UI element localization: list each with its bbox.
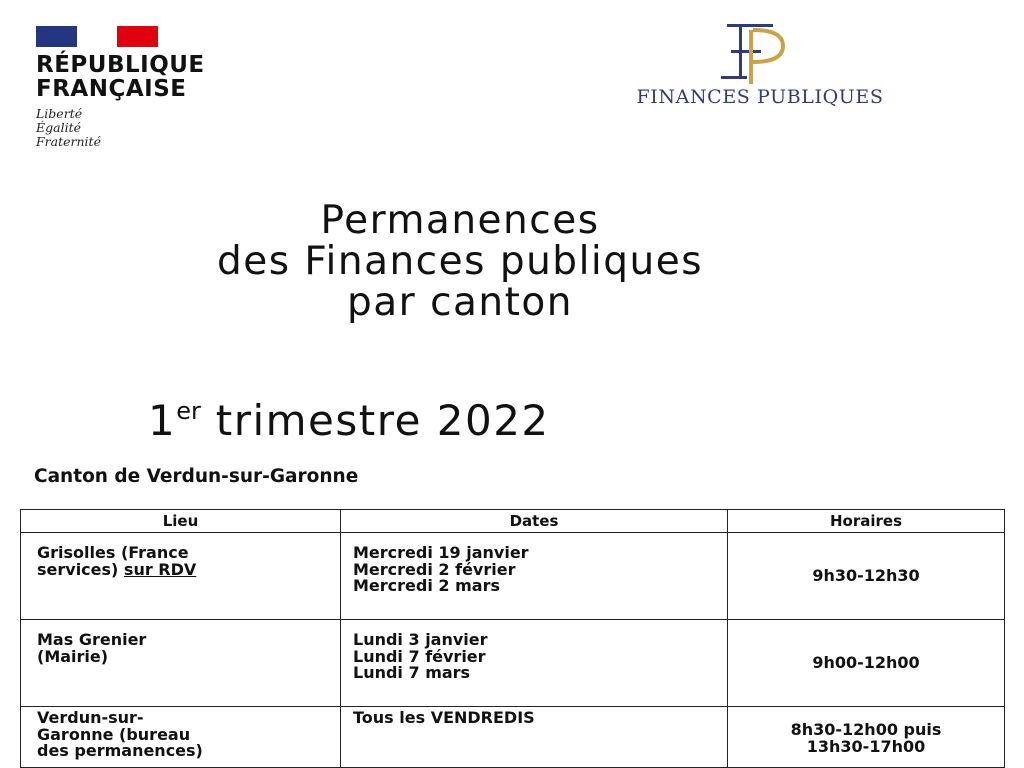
lieu-line: services) bbox=[37, 559, 124, 579]
cell-dates bbox=[341, 620, 728, 707]
cell-dates bbox=[341, 707, 728, 768]
rdv-note: sur RDV bbox=[123, 559, 197, 579]
hours-line: 9h00-12h00 bbox=[812, 652, 920, 672]
lieu-line: Verdun-sur- bbox=[37, 708, 144, 727]
lieu-line-with-rdv bbox=[37, 559, 332, 579]
period-heading bbox=[148, 396, 848, 445]
finances-publiques-text: FINANCES PUBLIQUES bbox=[636, 86, 884, 108]
republique-motto: Liberté Égalité Fraternité bbox=[36, 106, 101, 149]
date-line: Lundi 3 janvier bbox=[353, 630, 488, 649]
document-title bbox=[0, 200, 920, 323]
republique-francaise-logo bbox=[36, 26, 336, 156]
header-dates: Dates bbox=[341, 510, 728, 533]
french-flag-icon bbox=[36, 26, 158, 47]
date-line: Lundi 7 février bbox=[353, 646, 486, 666]
title-line-1: Permanences bbox=[320, 198, 600, 243]
lieu-line: Garonne (bureau bbox=[37, 724, 191, 744]
cell-horaires bbox=[728, 707, 1005, 768]
table-header-row bbox=[21, 510, 1005, 533]
date-line: Mercredi 2 février bbox=[353, 559, 516, 579]
finances-publiques-monogram-icon bbox=[705, 22, 795, 86]
canton-heading: Canton de Verdun-sur-Garonne bbox=[34, 466, 359, 487]
table-row bbox=[21, 620, 1005, 707]
date-line: Lundi 7 mars bbox=[353, 663, 471, 682]
header-lieu: Lieu bbox=[21, 510, 341, 533]
finances-publiques-logo bbox=[580, 22, 940, 117]
cell-horaires bbox=[728, 533, 1005, 620]
lieu-line: (Mairie) bbox=[37, 646, 109, 666]
date-line: Tous les VENDREDIS bbox=[353, 708, 535, 727]
lieu-line: des permanences) bbox=[37, 741, 203, 760]
title-line-3: par canton bbox=[346, 280, 573, 325]
schedule-table bbox=[20, 509, 1005, 768]
period-ordinal: er bbox=[176, 397, 201, 425]
cell-lieu bbox=[21, 707, 341, 768]
period-text: trimestre 2022 bbox=[200, 396, 550, 445]
cell-dates bbox=[341, 533, 728, 620]
republique-francaise-name: RÉPUBLIQUE FRANÇAISE bbox=[36, 52, 205, 102]
header-horaires: Horaires bbox=[728, 510, 1005, 533]
hours-line: 13h30-17h00 bbox=[806, 736, 926, 756]
table-row bbox=[21, 707, 1005, 768]
period-number: 1 bbox=[148, 396, 177, 445]
hours-line: 8h30-12h00 puis bbox=[790, 720, 942, 739]
date-line: Mercredi 2 mars bbox=[353, 576, 500, 595]
title-line-2: des Finances publiques bbox=[216, 239, 704, 284]
lieu-line: Grisolles (France bbox=[37, 543, 189, 562]
cell-lieu bbox=[21, 533, 341, 620]
lieu-line: Mas Grenier bbox=[37, 630, 147, 649]
hours-line: 9h30-12h30 bbox=[812, 565, 920, 585]
cell-lieu bbox=[21, 620, 341, 707]
cell-horaires bbox=[728, 620, 1005, 707]
date-line: Mercredi 19 janvier bbox=[353, 543, 529, 562]
table-row bbox=[21, 533, 1005, 620]
